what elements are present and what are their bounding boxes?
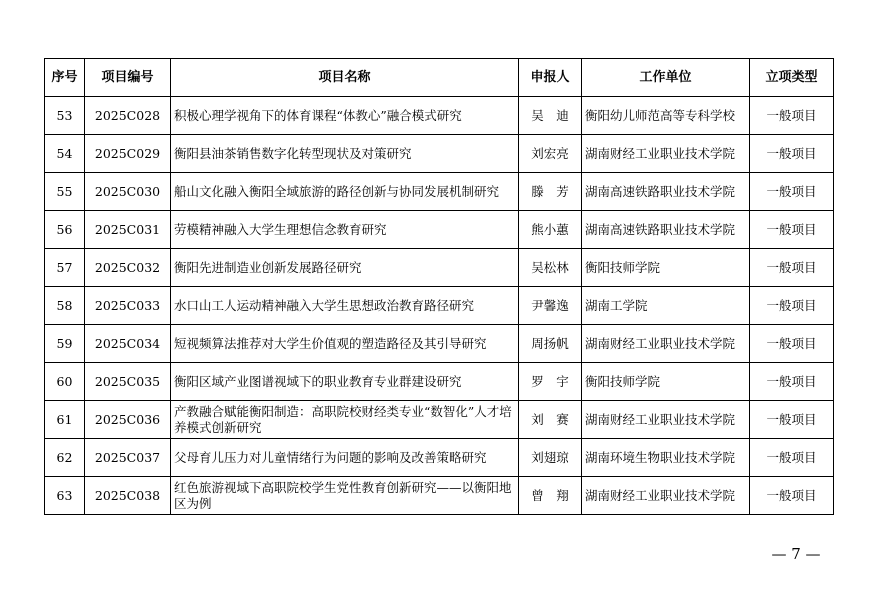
- type-cell: 一般项目: [750, 173, 834, 211]
- applicant-cell: 刘宏亮: [519, 135, 582, 173]
- title-cell: 父母育儿压力对儿童情绪行为问题的影响及改善策略研究: [171, 439, 519, 477]
- applicant-cell: 熊小蕙: [519, 211, 582, 249]
- unit-cell: 衡阳技师学院: [582, 363, 750, 401]
- header-serial: 序号: [45, 59, 85, 97]
- applicant-cell: 滕 芳: [519, 173, 582, 211]
- table-row: [45, 135, 834, 173]
- header-project-code: 项目编号: [85, 59, 171, 97]
- serial-cell: 55: [45, 173, 85, 211]
- code-cell: 2025C029: [85, 135, 171, 173]
- table-row: [45, 249, 834, 287]
- unit-cell: 湖南财经工业职业技术学院: [582, 325, 750, 363]
- header-project-type: 立项类型: [750, 59, 834, 97]
- unit-cell: 湖南环境生物职业技术学院: [582, 439, 750, 477]
- table-row: [45, 439, 834, 477]
- code-cell: 2025C037: [85, 439, 171, 477]
- applicant-cell: 尹馨逸: [519, 287, 582, 325]
- applicant-cell: 曾 翔: [519, 477, 582, 515]
- table-row: [45, 401, 834, 439]
- unit-cell: 衡阳技师学院: [582, 249, 750, 287]
- table-row: [45, 363, 834, 401]
- type-cell: 一般项目: [750, 477, 834, 515]
- serial-cell: 61: [45, 401, 85, 439]
- title-cell: 红色旅游视域下高职院校学生党性教育创新研究——以衡阳地区为例: [171, 477, 519, 515]
- type-cell: 一般项目: [750, 401, 834, 439]
- serial-cell: 56: [45, 211, 85, 249]
- type-cell: 一般项目: [750, 211, 834, 249]
- code-cell: 2025C038: [85, 477, 171, 515]
- title-cell: 产教融合赋能衡阳制造：高职院校财经类专业“数智化”人才培养模式创新研究: [171, 401, 519, 439]
- serial-cell: 63: [45, 477, 85, 515]
- unit-cell: 湖南高速铁路职业技术学院: [582, 173, 750, 211]
- type-cell: 一般项目: [750, 97, 834, 135]
- code-cell: 2025C031: [85, 211, 171, 249]
- code-cell: 2025C035: [85, 363, 171, 401]
- code-cell: 2025C033: [85, 287, 171, 325]
- code-cell: 2025C036: [85, 401, 171, 439]
- type-cell: 一般项目: [750, 325, 834, 363]
- header-applicant: 申报人: [519, 59, 582, 97]
- type-cell: 一般项目: [750, 439, 834, 477]
- table-row: [45, 325, 834, 363]
- title-cell: 水口山工人运动精神融入大学生思想政治教育路径研究: [171, 287, 519, 325]
- serial-cell: 54: [45, 135, 85, 173]
- table-row: [45, 477, 834, 515]
- type-cell: 一般项目: [750, 363, 834, 401]
- header-work-unit: 工作单位: [582, 59, 750, 97]
- unit-cell: 湖南工学院: [582, 287, 750, 325]
- applicant-cell: 刘 赛: [519, 401, 582, 439]
- serial-cell: 62: [45, 439, 85, 477]
- title-cell: 劳模精神融入大学生理想信念教育研究: [171, 211, 519, 249]
- serial-cell: 57: [45, 249, 85, 287]
- title-cell: 积极心理学视角下的体育课程“体教心”融合模式研究: [171, 97, 519, 135]
- serial-cell: 58: [45, 287, 85, 325]
- title-cell: 船山文化融入衡阳全域旅游的路径创新与协同发展机制研究: [171, 173, 519, 211]
- code-cell: 2025C032: [85, 249, 171, 287]
- applicant-cell: 周扬帆: [519, 325, 582, 363]
- code-cell: 2025C028: [85, 97, 171, 135]
- unit-cell: 湖南财经工业职业技术学院: [582, 401, 750, 439]
- type-cell: 一般项目: [750, 135, 834, 173]
- page-number: — 7 —: [771, 545, 821, 563]
- code-cell: 2025C034: [85, 325, 171, 363]
- project-list-table: [44, 58, 834, 515]
- table-row: [45, 287, 834, 325]
- unit-cell: 衡阳幼儿师范高等专科学校: [582, 97, 750, 135]
- unit-cell: 湖南高速铁路职业技术学院: [582, 211, 750, 249]
- unit-cell: 湖南财经工业职业技术学院: [582, 135, 750, 173]
- title-cell: 衡阳县油茶销售数字化转型现状及对策研究: [171, 135, 519, 173]
- serial-cell: 59: [45, 325, 85, 363]
- code-cell: 2025C030: [85, 173, 171, 211]
- serial-cell: 53: [45, 97, 85, 135]
- table-row: [45, 211, 834, 249]
- table-row: [45, 173, 834, 211]
- type-cell: 一般项目: [750, 287, 834, 325]
- header-project-title: 项目名称: [171, 59, 519, 97]
- serial-cell: 60: [45, 363, 85, 401]
- title-cell: 衡阳先进制造业创新发展路径研究: [171, 249, 519, 287]
- title-cell: 短视频算法推荐对大学生价值观的塑造路径及其引导研究: [171, 325, 519, 363]
- title-cell: 衡阳区域产业图谱视域下的职业教育专业群建设研究: [171, 363, 519, 401]
- table-header-row: [45, 59, 834, 97]
- type-cell: 一般项目: [750, 249, 834, 287]
- applicant-cell: 吴松林: [519, 249, 582, 287]
- table-row: [45, 97, 834, 135]
- applicant-cell: 刘翅琼: [519, 439, 582, 477]
- applicant-cell: 罗 宇: [519, 363, 582, 401]
- unit-cell: 湖南财经工业职业技术学院: [582, 477, 750, 515]
- applicant-cell: 吴 迪: [519, 97, 582, 135]
